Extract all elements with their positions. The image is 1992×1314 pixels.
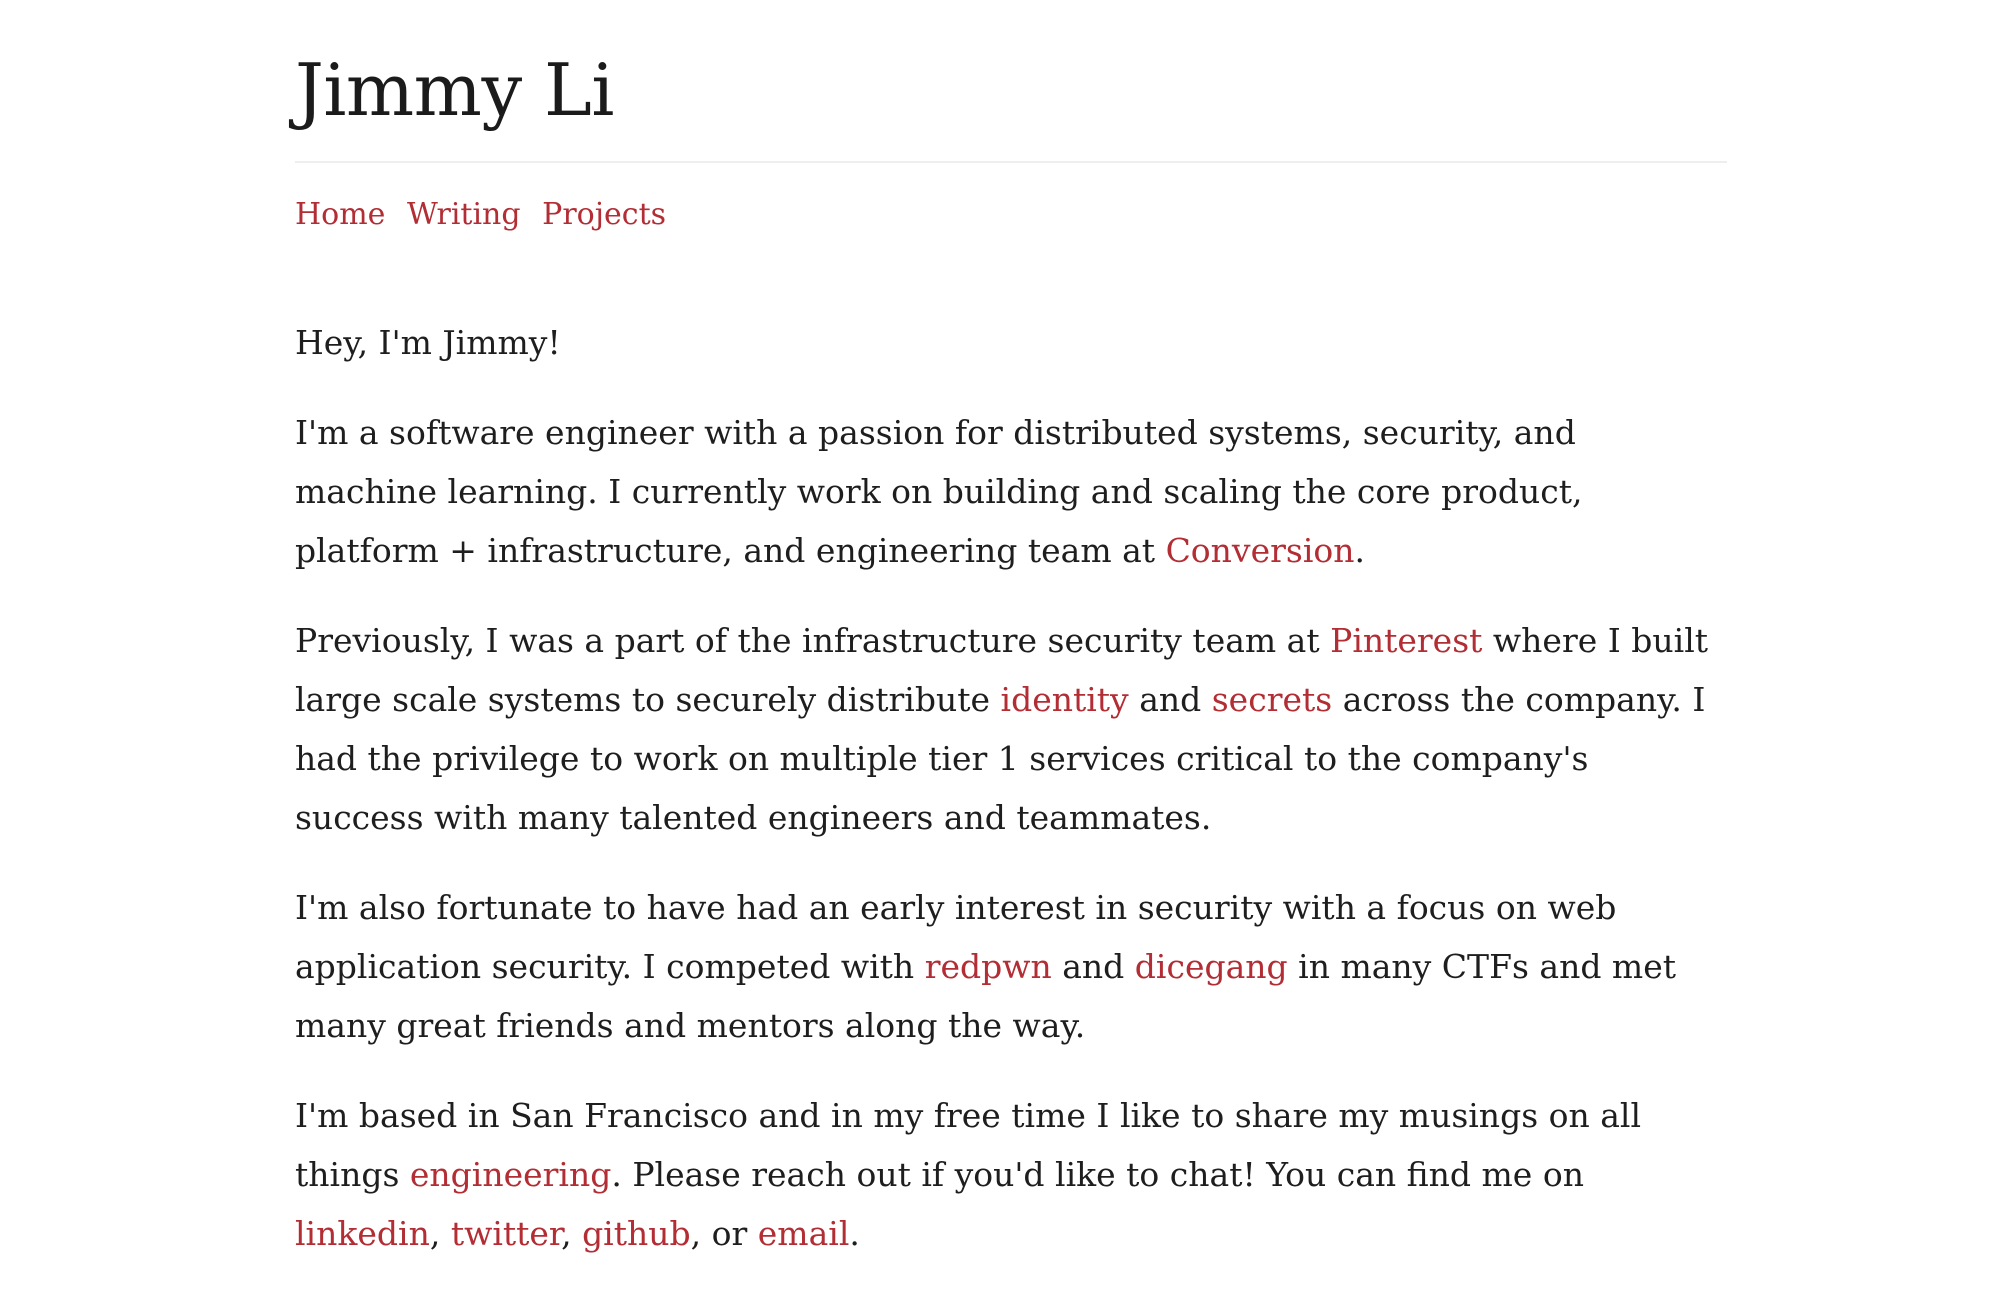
text-segment: .: [849, 1214, 860, 1253]
text-segment: Previously, I was a part of the infrastructure security team at: [295, 621, 1331, 660]
text-segment: ,: [561, 1214, 583, 1253]
redpwn-link[interactable]: redpwn: [924, 947, 1052, 986]
github-link[interactable]: github: [582, 1214, 691, 1253]
intro-paragraph-contact: [295, 1086, 1727, 1263]
nav-writing-link[interactable]: Writing: [406, 197, 521, 232]
intro-paragraph-current-role: [295, 403, 1727, 580]
text-segment: in many CTFs and met many great friends and mentors along the way.: [295, 947, 1677, 1045]
site-title: Jimmy Li: [295, 48, 614, 132]
page-container: [295, 0, 1727, 1294]
intro-paragraph-previous-role: [295, 611, 1727, 847]
text-segment: I'm a software engineer with a passion for distributed systems, security, and machine learning. I currently work on building and scaling the core product, platform + infrastructure, and engineering team at: [295, 413, 1583, 570]
text-segment: and: [1051, 947, 1135, 986]
text-segment: and: [1128, 680, 1212, 719]
secrets-link[interactable]: secrets: [1211, 680, 1333, 719]
engineering-link[interactable]: engineering: [409, 1155, 612, 1194]
intro-paragraph-security: [295, 878, 1727, 1055]
conversion-link[interactable]: Conversion: [1165, 531, 1355, 570]
dicegang-link[interactable]: dicegang: [1134, 947, 1288, 986]
text-segment: , or: [690, 1214, 758, 1253]
text-segment: .: [1354, 531, 1365, 570]
text-segment: I'm also fortunate to have had an early interest in security with a focus on web application security. I competed with: [295, 888, 1617, 986]
text-segment: I'm based in San Francisco and in my free time I like to share my musings on all things: [295, 1096, 1642, 1194]
text-segment: where I built large scale systems to securely distribute: [295, 621, 1709, 719]
greeting-text: Hey, I'm Jimmy!: [295, 323, 561, 362]
intro-content: [295, 313, 1727, 1263]
twitter-link[interactable]: twitter: [450, 1214, 562, 1253]
main-nav: [295, 193, 1727, 237]
nav-home-link[interactable]: Home: [295, 197, 386, 232]
pinterest-link[interactable]: Pinterest: [1330, 621, 1483, 660]
nav-projects-link[interactable]: Projects: [542, 197, 667, 232]
email-link[interactable]: email: [757, 1214, 850, 1253]
text-segment: across the company. I had the privilege to work on multiple tier 1 services critical to the company's success with many talented engineers and teammates.: [295, 680, 1706, 837]
title-divider: [295, 161, 1727, 163]
linkedin-link[interactable]: linkedin: [295, 1214, 430, 1253]
identity-link[interactable]: identity: [1000, 680, 1129, 719]
text-segment: . Please reach out if you'd like to chat! You can find me on: [611, 1155, 1584, 1194]
text-segment: ,: [429, 1214, 451, 1253]
